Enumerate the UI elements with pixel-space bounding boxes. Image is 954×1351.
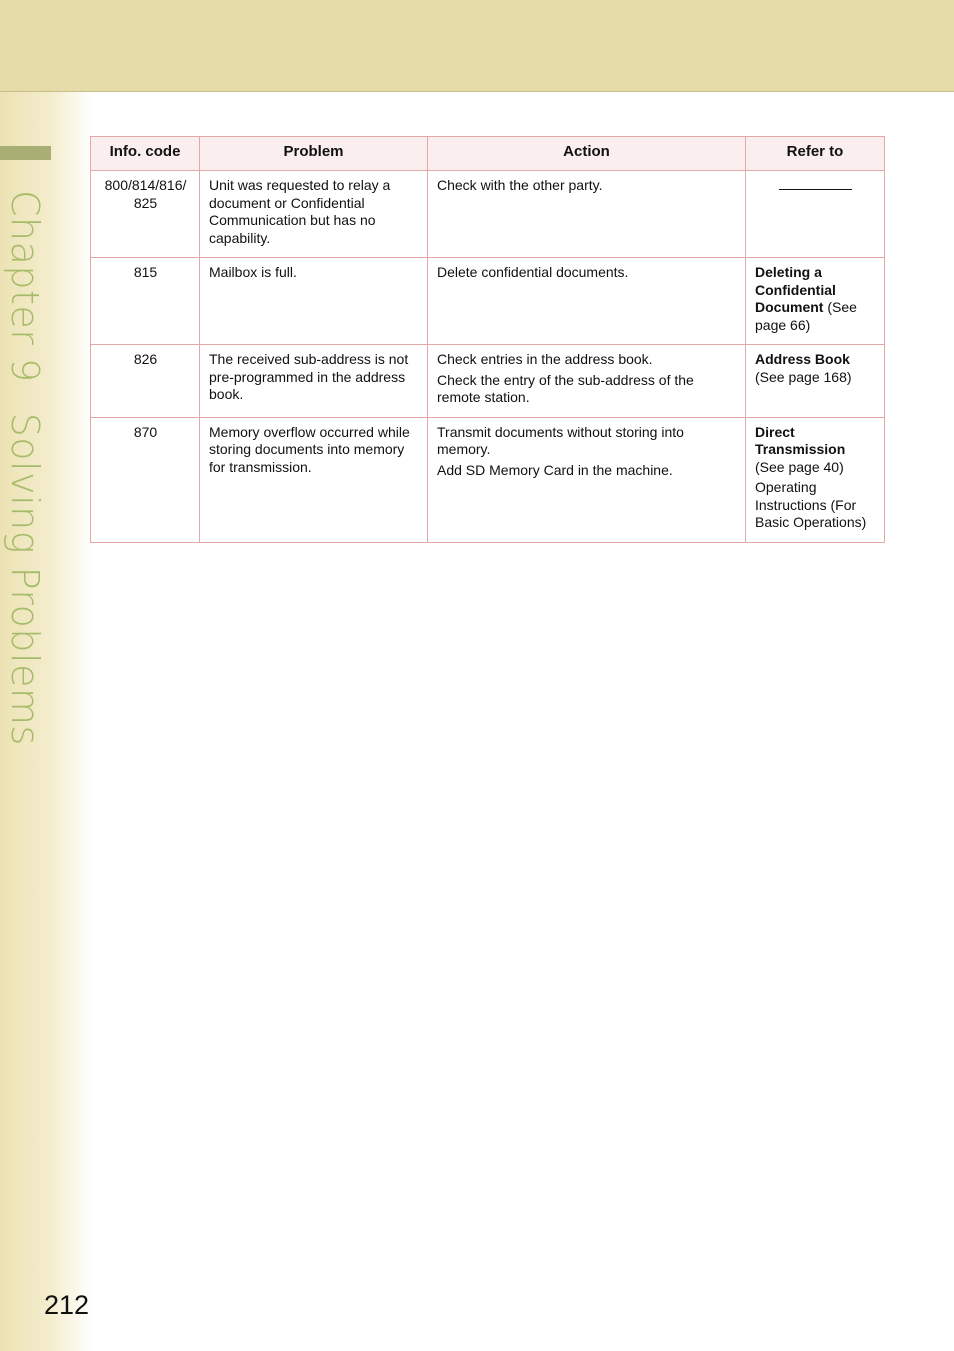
table-header-row (91, 137, 885, 171)
refer-cell (746, 258, 885, 345)
action-cell (428, 417, 746, 542)
refer-line (755, 351, 876, 386)
action-line: Add SD Memory Card in the machine. (437, 461, 673, 478)
chapter-tab-marker (0, 146, 51, 160)
problem-cell: The received sub-address is not pre-programmed in the address book. (200, 345, 428, 418)
header-refer-to: Refer to (746, 137, 885, 171)
refer-cell (746, 345, 885, 418)
info-code-table (90, 136, 885, 543)
info-code-cell: 815 (91, 258, 200, 345)
section-label: Solving Problems (3, 412, 47, 746)
action-line: Transmit documents without storing into memory. (437, 423, 684, 457)
table-row (91, 417, 885, 542)
problem-cell: Memory overflow occurred while storing documents into memory for transmission. (200, 417, 428, 542)
header-problem: Problem (200, 137, 428, 171)
info-code-cell: 870 (91, 417, 200, 542)
refer-link-title[interactable]: Direct Transmission (755, 423, 846, 457)
action-cell (428, 171, 746, 258)
info-code-cell: 800/814/816/ 825 (91, 171, 200, 258)
table-row (91, 258, 885, 345)
refer-link-title[interactable]: Deleting a Confidential Document (755, 264, 836, 315)
action-cell (428, 345, 746, 418)
action-cell (428, 258, 746, 345)
chapter-vertical-title (0, 190, 50, 746)
info-code-cell: 826 (91, 345, 200, 418)
refer-page: (See page 168) (755, 368, 852, 385)
refer-page: (See page 66) (755, 299, 857, 333)
action-line: Check entries in the address book. (437, 351, 653, 367)
action-line: Delete confidential documents. (437, 264, 629, 280)
problem-cell: Unit was requested to relay a document or Confidential Communication but has no capability. (200, 171, 428, 258)
refer-line (755, 264, 876, 334)
refer-page: (See page 40) (755, 458, 844, 475)
chapter-label: Chapter 9 (3, 190, 47, 383)
refer-line (755, 424, 876, 477)
header-info-code: Info. code (91, 137, 200, 171)
refer-cell (746, 417, 885, 542)
page-number: 212 (44, 1290, 90, 1320)
table-row (91, 171, 885, 258)
header-action: Action (428, 137, 746, 171)
refer-link-title[interactable]: Address Book (755, 351, 850, 367)
action-line: Check with the other party. (437, 177, 603, 193)
action-line: Check the entry of the sub-address of the remote station. (437, 371, 694, 405)
table-row (91, 345, 885, 418)
refer-cell (746, 171, 885, 258)
refer-extra-line: Operating Instructions (For Basic Operations) (755, 479, 867, 530)
header-band (0, 0, 954, 92)
problem-cell: Mailbox is full. (200, 258, 428, 345)
not-applicable-line (779, 189, 852, 190)
